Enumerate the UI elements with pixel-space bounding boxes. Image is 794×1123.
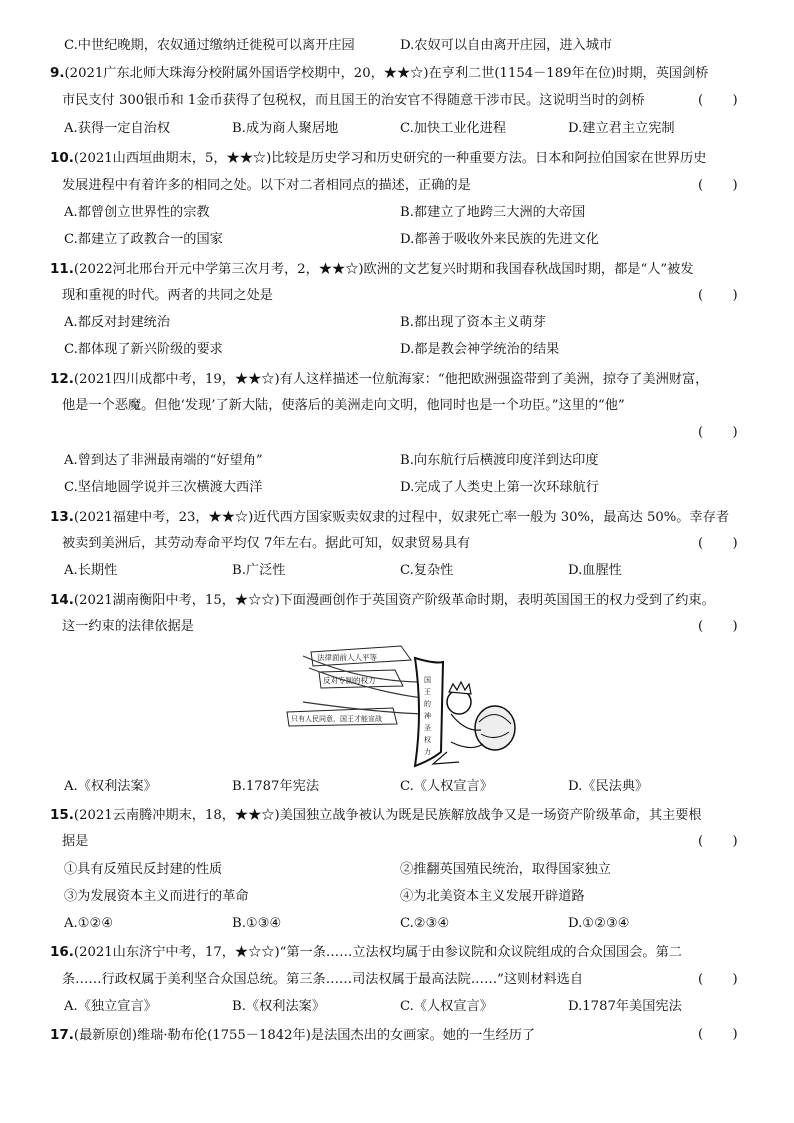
q13-number: 13. bbox=[50, 509, 74, 525]
q14-number: 14. bbox=[50, 592, 74, 608]
q9-option-d[interactable]: D.建立君主立宪制 bbox=[568, 121, 675, 136]
svg-text:国王的神圣权力: 国王的神圣权力 bbox=[424, 676, 431, 756]
q15-stem-line1: 15.(2021云南腾冲期末，18，★★☆)美国独立战争被认为既是民族解放战争又是一场资产阶级革命，其主要根 bbox=[50, 807, 702, 823]
q9-stem-line2: 市民支付 300银币和 1金币获得了包税权，而且国王的治安官不得随意干涉市民。这说明当时的剑桥 bbox=[62, 93, 645, 108]
q12-stem-line1: 12.(2021四川成都中考，19，★★☆)有人这样描述一位航海家：“他把欧洲强盗带到了美洲，掠夺了美洲财富， bbox=[50, 371, 709, 387]
svg-text:只有人民同意，国王才能宣战: 只有人民同意，国王才能宣战 bbox=[291, 715, 382, 723]
q8-option-d: D.农奴可以自由离开庄园，进入城市 bbox=[400, 38, 613, 53]
q10-option-b[interactable]: B.都建立了地跨三大洲的大帝国 bbox=[400, 205, 586, 220]
q17-answer-blank[interactable]: ( ) bbox=[698, 1027, 738, 1042]
q17-stem-line1: 17.(最新原创)维瑞·勒布伦(1755－1842年)是法国杰出的女画家。她的一生经历了 bbox=[50, 1027, 536, 1043]
svg-text:法律面前人人平等: 法律面前人人平等 bbox=[317, 653, 377, 662]
q14-option-a[interactable]: A.《权利法案》 bbox=[64, 779, 157, 794]
q13-option-c[interactable]: C.复杂性 bbox=[400, 563, 454, 578]
q14-option-c[interactable]: C.《人权宣言》 bbox=[400, 779, 493, 794]
q11-answer-blank[interactable]: ( ) bbox=[698, 288, 738, 303]
q10-option-d[interactable]: D.都善于吸收外来民族的先进文化 bbox=[400, 232, 599, 247]
q16-stem-line1: 16.(2021山东济宁中考，17，★☆☆)“第一条……立法权均属于由参议院和众议院组成的合众国国会。第二 bbox=[50, 944, 682, 960]
q15-number: 15. bbox=[50, 807, 74, 823]
q13-option-a[interactable]: A.长期性 bbox=[64, 563, 118, 578]
q9-option-c[interactable]: C.加快工业化进程 bbox=[400, 121, 507, 136]
q14-stem-line2: 这一约束的法律依据是 bbox=[62, 619, 194, 634]
q15-statement-4: ④为北美资本主义发展开辟道路 bbox=[400, 889, 585, 904]
q11-option-a[interactable]: A.都反对封建统治 bbox=[64, 315, 171, 330]
q11-option-b[interactable]: B.都出现了资本主义萌芽 bbox=[400, 315, 546, 330]
q15-statement-1: ①具有反殖民反封建的性质 bbox=[64, 862, 223, 877]
q16-option-b[interactable]: B.《权利法案》 bbox=[232, 999, 326, 1014]
q16-number: 16. bbox=[50, 944, 74, 960]
q9-option-b[interactable]: B.成为商人聚居地 bbox=[232, 121, 339, 136]
q13-stem-line1: 13.(2021福建中考，23，★★☆)近代西方国家贩卖奴隶的过程中，奴隶死亡率一般为 30%，最高达 50%。幸存者 bbox=[50, 509, 730, 525]
q12-number: 12. bbox=[50, 371, 74, 387]
q15-option-c[interactable]: C.②③④ bbox=[400, 916, 450, 931]
q10-number: 10. bbox=[50, 150, 74, 166]
q11-option-c[interactable]: C.都体现了新兴阶级的要求 bbox=[64, 342, 223, 357]
cartoon-king-shield-illustration bbox=[283, 642, 523, 772]
shield-divine-right bbox=[415, 658, 443, 766]
q14-option-d[interactable]: D.《民法典》 bbox=[568, 779, 649, 794]
q15-stem-line2: 据是 bbox=[62, 834, 89, 849]
q17-number: 17. bbox=[50, 1027, 74, 1043]
svg-text:反对专制的权力: 反对专制的权力 bbox=[323, 676, 376, 685]
q12-option-c[interactable]: C.坚信地圆学说并三次横渡大西洋 bbox=[64, 480, 263, 495]
q8-option-c: C.中世纪晚期，农奴通过缴纳迁徙税可以离开庄园 bbox=[64, 38, 355, 53]
q14-stem-line1: 14.(2021湖南衡阳中考，15，★☆☆)下面漫画创作于英国资产阶级革命时期，表明英国国王的权力受到了约束。 bbox=[50, 592, 715, 608]
q10-answer-blank[interactable]: ( ) bbox=[698, 178, 738, 193]
q15-statement-2: ②推翻英国殖民统治，取得国家独立 bbox=[400, 862, 611, 877]
q15-option-a[interactable]: A.①②④ bbox=[64, 916, 114, 931]
q9-number: 9. bbox=[50, 65, 65, 81]
banner-equality bbox=[311, 646, 411, 666]
q15-option-b[interactable]: B.①③④ bbox=[232, 916, 282, 931]
q12-option-b[interactable]: B.向东航行后横渡印度洋到达印度 bbox=[400, 453, 599, 468]
q16-option-c[interactable]: C.《人权宣言》 bbox=[400, 999, 493, 1014]
q16-option-a[interactable]: A.《独立宣言》 bbox=[64, 999, 157, 1014]
q16-answer-blank[interactable]: ( ) bbox=[698, 972, 738, 987]
q11-option-d[interactable]: D.都是教会神学统治的结果 bbox=[400, 342, 560, 357]
q10-option-c[interactable]: C.都建立了政教合一的国家 bbox=[64, 232, 223, 247]
q14-answer-blank[interactable]: ( ) bbox=[698, 619, 738, 634]
q15-option-d[interactable]: D.①②③④ bbox=[568, 916, 630, 931]
q16-stem-line2: 条……行政权属于美利坚合众国总统。第三条……司法权属于最高法院……”这则材料选自 bbox=[62, 972, 584, 987]
q10-stem-line2: 发展进程中有着许多的相同之处。以下对二者相同点的描述，正确的是 bbox=[62, 178, 471, 193]
q10-option-a[interactable]: A.都曾创立世界性的宗教 bbox=[64, 205, 210, 220]
q12-option-a[interactable]: A.曾到达了非洲最南端的“好望角” bbox=[64, 453, 263, 468]
q12-answer-blank[interactable]: ( ) bbox=[698, 425, 738, 440]
q15-answer-blank[interactable]: ( ) bbox=[698, 834, 738, 849]
q15-statement-3: ③为发展资本主义而进行的革命 bbox=[64, 889, 249, 904]
q9-stem-line1: 9.(2021广东北师大珠海分校附属外国语学校期中，20，★★☆)在亨利二世(1154－189年在位)时期，英国剑桥 bbox=[50, 65, 709, 81]
q11-number: 11. bbox=[50, 261, 74, 277]
q9-answer-blank[interactable]: ( ) bbox=[698, 93, 738, 108]
q10-stem-line1: 10.(2021山西垣曲期末，5，★★☆)比较是历史学习和历史研究的一种重要方法。日本和阿拉伯国家在世界历史 bbox=[50, 150, 707, 166]
q16-option-d[interactable]: D.1787年美国宪法 bbox=[568, 999, 682, 1014]
q13-option-d[interactable]: D.血腥性 bbox=[568, 563, 622, 578]
q14-option-b[interactable]: B.1787年宪法 bbox=[232, 779, 320, 794]
q13-answer-blank[interactable]: ( ) bbox=[698, 536, 738, 551]
q9-option-a[interactable]: A.获得一定自治权 bbox=[64, 121, 171, 136]
q13-stem-line2: 被卖到美洲后，其劳动寿命平均仅 7年左右。据此可知，奴隶贸易具有 bbox=[62, 536, 471, 551]
q11-stem-line2: 现和重视的时代。两者的共同之处是 bbox=[62, 288, 273, 303]
q12-option-d[interactable]: D.完成了人类史上第一次环球航行 bbox=[400, 480, 599, 495]
king-figure bbox=[433, 682, 515, 764]
q13-option-b[interactable]: B.广泛性 bbox=[232, 563, 286, 578]
q12-stem-line2: 他是一个恶魔。但他‘发现’了新大陆，使落后的美洲走向文明，他同时也是一个功臣。”这里的“他” bbox=[62, 398, 625, 413]
q11-stem-line1: 11.(2022河北邢台开元中学第三次月考，2，★★☆)欧洲的文艺复兴时期和我国春秋战国时期，都是“人”被发 bbox=[50, 261, 694, 277]
